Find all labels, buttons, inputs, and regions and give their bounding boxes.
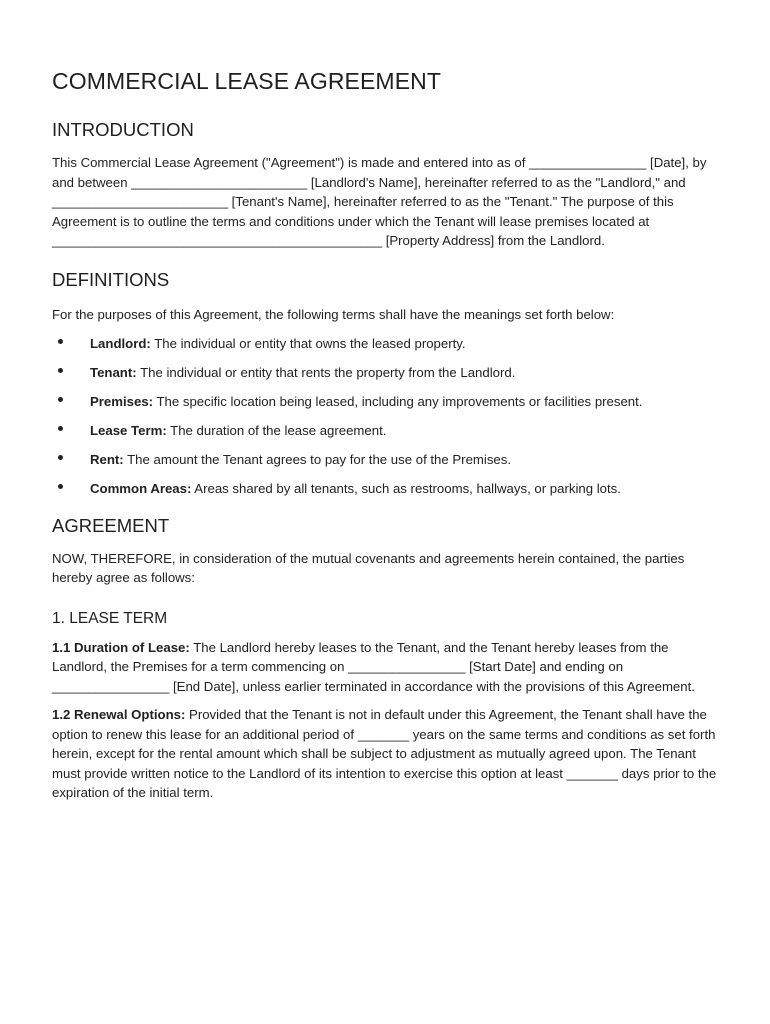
lease-clause <box>52 705 718 803</box>
clause-text: The Landlord hereby leases to the Tenant, and the Tenant hereby leases from the Landlord, the Premises for a term commencing on ________________ [Start Date] and ending on ________________ [End Date], unless earlier terminated in accordance with the provisions of this Agreement. <box>52 639 695 694</box>
definitions-section <box>52 269 718 499</box>
definition-desc: The specific location being leased, including any improvements or facilities present. <box>153 394 643 409</box>
definition-item <box>52 421 718 441</box>
clause-label: 1.2 Renewal Options: <box>52 707 186 722</box>
definition-desc: Areas shared by all tenants, such as restrooms, hallways, or parking lots. <box>191 481 621 496</box>
definition-term: Lease Term: <box>90 423 167 438</box>
definition-term: Rent: <box>90 452 124 467</box>
definition-item <box>52 450 718 470</box>
definition-desc: The individual or entity that rents the property from the Landlord. <box>136 365 516 380</box>
bullet-icon <box>58 426 63 431</box>
definition-desc: The individual or entity that owns the leased property. <box>150 336 466 351</box>
definition-term: Premises: <box>90 394 154 409</box>
definitions-list <box>52 334 718 499</box>
bullet-icon <box>58 339 63 344</box>
bullet-icon <box>58 368 63 373</box>
bullet-icon <box>58 397 63 402</box>
definitions-intro: For the purposes of this Agreement, the following terms shall have the meanings set forth below: <box>52 306 615 322</box>
agreement-text: NOW, THEREFORE, in consideration of the mutual covenants and agreements herein contained, the parties hereby agree as follows: <box>52 550 685 585</box>
definition-term: Landlord: <box>90 336 151 351</box>
bullet-icon <box>58 455 63 460</box>
lease-term-section <box>52 610 718 803</box>
definition-term: Tenant: <box>90 365 137 380</box>
introduction-text: This Commercial Lease Agreement ("Agreement") is made and entered into as of ________________ [Date], by and between ________________________ [Landlord's Name], hereinafter referred to as the "Landlord," and ________________________ [Tenant's Name], hereinafter referred to as the "Tenant." The purpose of this Agreement is to outline the terms and conditions under which the Tenant will lease premises located at _____________________________________________ [Property Address] from the Landlord. <box>52 155 707 248</box>
definition-item <box>52 363 718 383</box>
clause-label: 1.1 Duration of Lease: <box>52 639 190 655</box>
document-title: COMMERCIAL LEASE AGREEMENT <box>52 68 441 94</box>
agreement-heading: AGREEMENT <box>52 514 170 536</box>
introduction-section <box>52 119 718 251</box>
lease-clause <box>52 638 718 697</box>
definition-item <box>52 479 718 499</box>
definition-item <box>52 392 718 412</box>
clause-text: Provided that the Tenant is not in default under this Agreement, the Tenant shall have the option to renew this lease for an additional period of _______ years on the same terms and conditions as set forth herein, except for the rental amount which shall be subject to adjustment as mutually agreed upon. The Tenant must provide written notice to the Landlord of its intention to exercise this option at least _______ days prior to the expiration of the initial term. <box>52 707 717 800</box>
bullet-icon <box>58 484 63 489</box>
definition-desc: The duration of the lease agreement. <box>166 423 387 438</box>
definition-desc: The amount the Tenant agrees to pay for the use of the Premises. <box>123 452 512 467</box>
agreement-section <box>52 515 718 588</box>
introduction-heading: INTRODUCTION <box>52 119 194 140</box>
definitions-heading: DEFINITIONS <box>52 268 170 290</box>
definition-term: Common Areas: <box>90 481 192 496</box>
definition-item <box>52 334 718 354</box>
lease-term-heading: 1. LEASE TERM <box>52 609 168 627</box>
